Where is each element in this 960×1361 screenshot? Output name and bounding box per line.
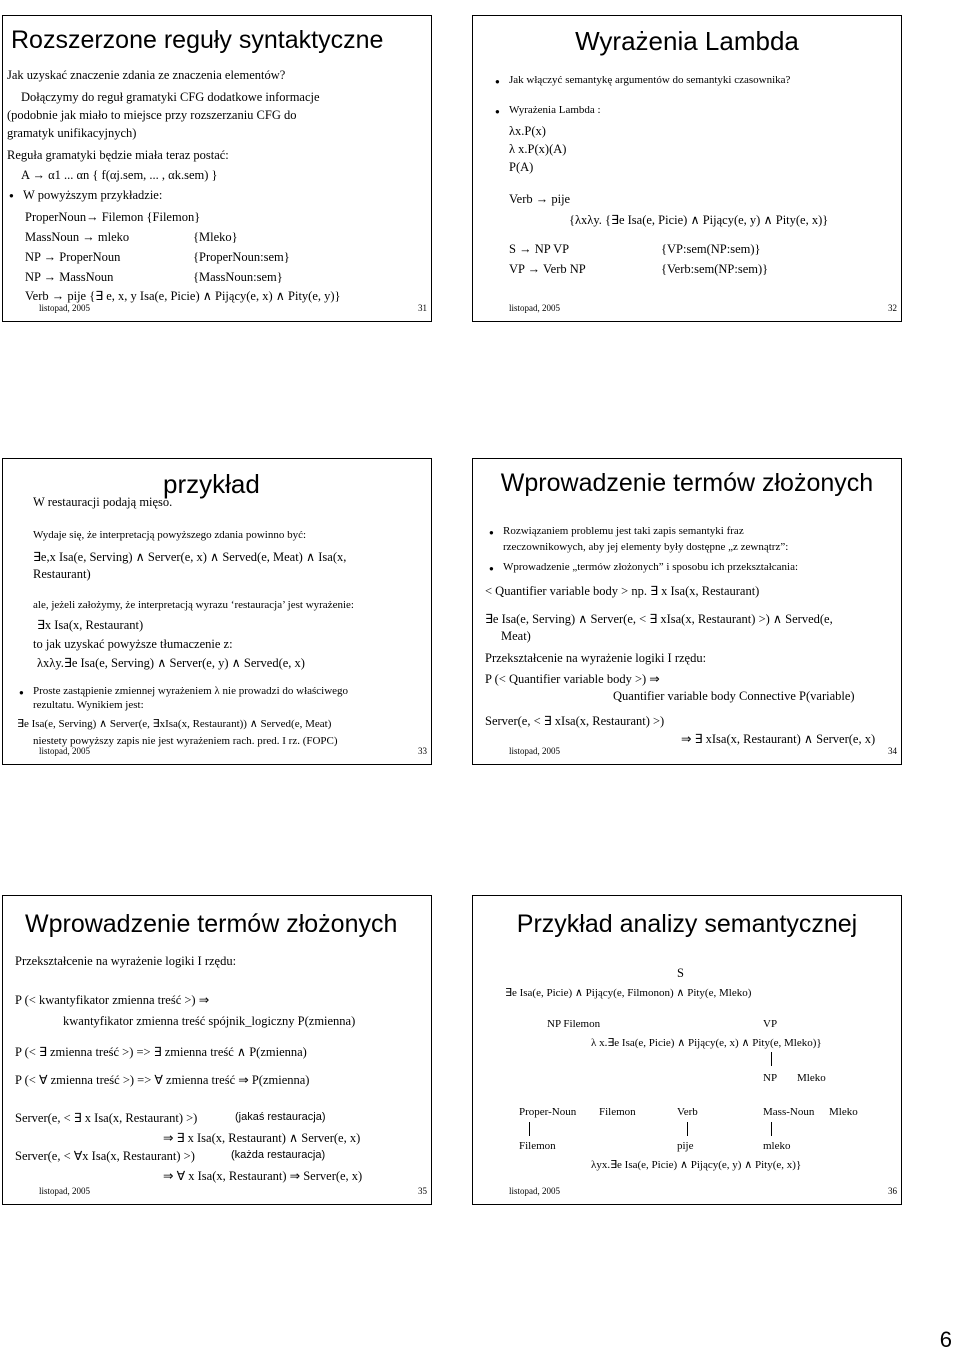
slide-text: λ x.P(x)(A): [509, 142, 567, 156]
slide-number: 32: [888, 303, 897, 313]
slide-bullet: ● Rozwiązaniem problemu jest taki zapis semantyki fraz: [503, 525, 744, 537]
slide-text: MassNoun → mleko: [25, 230, 130, 244]
slide-number: 34: [888, 746, 897, 756]
slide-text: P(A): [509, 160, 534, 174]
footer-date: listopad, 2005: [39, 1186, 90, 1196]
page-number: 6: [939, 1327, 952, 1352]
slide-text: Verb → pije {∃ e, x, y Isa(e, Picie) ∧ Pijący(e, x) ∧ Pity(e, y)}: [25, 289, 341, 303]
slide-text: gramatyk unifikacyjnych): [7, 126, 137, 140]
slide-text: {ProperNoun:sem}: [193, 250, 290, 264]
slide-text: ∃e Isa(e, Serving) ∧ Server(e, ∃xIsa(x, Restaurant)) ∧ Served(e, Meat): [17, 718, 332, 730]
tree-node-np: NP Filemon: [547, 1018, 601, 1030]
slide-text: Meat): [501, 629, 531, 643]
slide-text: (podobnie jak miało to miejsce przy rozszerzaniu CFG do: [7, 108, 297, 122]
slide-title: Wprowadzenie termów złożonych: [500, 469, 874, 497]
slide-text: Server(e, < ∃ xIsa(x, Restaurant) >): [485, 714, 665, 728]
slide-text: λxλy.∃e Isa(e, Serving) ∧ Server(e, y) ∧ Served(e, x): [37, 656, 305, 670]
slide-text: λx.P(x): [509, 124, 546, 138]
tree-sem: λyx.∃e Isa(e, Picie) ∧ Pijący(e, y) ∧ Pity(e, x)}: [591, 1159, 802, 1171]
slide-bullet: ● Wprowadzenie „termów złożonych” i sposobu ich przekształcania:: [503, 561, 798, 573]
footer-date: listopad, 2005: [509, 303, 560, 313]
slide-34: [472, 458, 902, 765]
tree-node-proper-noun: Proper-Noun: [519, 1106, 577, 1118]
slide-text: rezultatu. Wynikiem jest:: [33, 699, 144, 711]
slide-number: 35: [418, 1186, 427, 1196]
slide-title: Rozszerzone reguły syntaktyczne: [11, 26, 384, 54]
slide-36: [472, 895, 902, 1205]
slide-31: [2, 15, 432, 322]
slide-bullet: ● Wyrażenia Lambda :: [509, 104, 601, 116]
slide-text: S → NP VP: [509, 242, 570, 256]
slide-text: NP → MassNoun: [25, 270, 114, 284]
slide-number: 31: [418, 303, 427, 313]
slide-text: < Quantifier variable body > np. ∃ x Isa(x, Restaurant): [485, 584, 760, 598]
footer-date: listopad, 2005: [39, 303, 90, 313]
slide-text: (każda restauracja): [231, 1149, 326, 1161]
footer-date: listopad, 2005: [509, 746, 560, 756]
slide-text: W restauracji podają mięso.: [33, 495, 173, 509]
tree-sem: Mleko: [797, 1072, 826, 1084]
slide-text: Dołączymy do reguł gramatyki CFG dodatkowe informacje: [21, 90, 320, 104]
slide-text: to jak uzyskać powyższe tłumaczenie z:: [33, 637, 233, 651]
slide-text: ProperNoun→ Filemon {Filemon}: [25, 210, 201, 224]
slide-bullet: ● Proste zastąpienie zmiennej wyrażeniem λ nie prowadzi do właściwego: [33, 685, 348, 697]
tree-sem: Filemon: [599, 1106, 636, 1118]
slide-text: ⇒ ∃ x Isa(x, Restaurant) ∧ Server(e, x): [163, 1131, 361, 1145]
slide-text: Quantifier variable body Connective P(variable): [613, 689, 855, 703]
footer-date: listopad, 2005: [509, 1186, 560, 1196]
slide-text: P (< ∃ zmienna treść >) => ∃ zmienna treść ∧ P(zmienna): [15, 1045, 307, 1059]
slide-text: P (< Quantifier variable body >) ⇒: [485, 672, 660, 686]
slide-text: kwantyfikator zmienna treść spójnik_logiczny P(zmienna): [63, 1014, 356, 1028]
slide-text: {λxλy. {∃e Isa(e, Picie) ∧ Pijący(e, y) ∧ Pity(e, x)}: [569, 213, 829, 227]
tree-leaf: pije: [677, 1140, 694, 1152]
slide-text: Restaurant): [33, 567, 91, 581]
tree-edge: [687, 1122, 688, 1136]
slide-35: [2, 895, 432, 1205]
tree-edge: [771, 1052, 772, 1066]
slide-text: ∃x Isa(x, Restaurant): [37, 618, 144, 632]
slide-text: Przekształcenie na wyrażenie logiki I rzędu:: [485, 651, 707, 665]
slide-text: Verb → pije: [509, 192, 571, 206]
slide-text: rzeczownikowych, aby jej elementy były dostępne „z zewnątrz”:: [503, 541, 789, 553]
slide-text: Wydaje się, że interpretacją powyższego zdania powinno być:: [33, 529, 307, 541]
tree-node-s: S: [677, 966, 684, 980]
tree-edge: [771, 1122, 772, 1136]
slide-text: {Mleko}: [193, 230, 238, 244]
slide-text: Jak uzyskać znaczenie zdania ze znaczenia elementów?: [7, 68, 286, 82]
slide-text: {VP:sem(NP:sem)}: [661, 242, 761, 256]
tree-sem: Mleko: [829, 1106, 858, 1118]
slide-text: Reguła gramatyki będzie miała teraz postać:: [7, 148, 229, 162]
slide-text: {MassNoun:sem}: [193, 270, 283, 284]
slide-title: Wprowadzenie termów złożonych: [25, 910, 398, 938]
slide-text: ale, jeżeli założymy, że interpretacją wyrazu ‘restauracja’ jest wyrażenie:: [33, 599, 354, 611]
tree-node-mass-noun: Mass-Noun: [763, 1106, 815, 1118]
tree-leaf: Filemon: [519, 1140, 556, 1152]
slide-text: ⇒ ∀ x Isa(x, Restaurant) ⇒ Server(e, x): [163, 1169, 363, 1183]
slide-bullet: ● W powyższym przykładzie:: [23, 188, 162, 203]
slide-text: (jakaś restauracja): [235, 1111, 326, 1123]
tree-node-vp: VP: [763, 1018, 778, 1030]
slide-text: Przekształcenie na wyrażenie logiki I rzędu:: [15, 954, 237, 968]
tree-sem: λ x.∃e Isa(e, Picie) ∧ Pijący(e, x) ∧ Pity(e, Mleko)}: [591, 1037, 822, 1049]
slide-bullet: ● Jak włączyć semantykę argumentów do semantyki czasownika?: [509, 74, 790, 86]
slide-33: [2, 458, 432, 765]
slide-text: P (< kwantyfikator zmienna treść >) ⇒: [15, 993, 210, 1007]
slide-number: 36: [888, 1186, 897, 1196]
slide-text: Server(e, < ∃ x Isa(x, Restaurant) >): [15, 1111, 198, 1125]
slide-text: niestety powyższy zapis nie jest wyrażeniem rach. pred. I rz. (FOPC): [33, 735, 338, 747]
slide-text: A → α1 ... αn { f(αj.sem, ... , αk.sem) }: [21, 168, 218, 182]
tree-sem: ∃e Isa(e, Picie) ∧ Pijący(e, Filmonon) ∧ Pity(e, Mleko): [505, 987, 752, 999]
slide-text: VP → Verb NP: [509, 262, 586, 276]
tree-edge: [529, 1122, 530, 1136]
slide-32: [472, 15, 902, 322]
slide-text: NP → ProperNoun: [25, 250, 121, 264]
slide-title: Wyrażenia Lambda: [575, 26, 799, 56]
slide-number: 33: [418, 746, 427, 756]
slide-text: ∃e Isa(e, Serving) ∧ Server(e, < ∃ xIsa(x, Restaurant) >) ∧ Served(e,: [485, 612, 833, 626]
slide-text: P (< ∀ zmienna treść >) => ∀ zmienna treść ⇒ P(zmienna): [15, 1073, 310, 1087]
slide-text: ⇒ ∃ xIsa(x, Restaurant) ∧ Server(e, x): [681, 732, 876, 746]
tree-node-np: NP: [763, 1072, 778, 1084]
tree-node-verb: Verb: [677, 1106, 698, 1118]
slide-text: ∃e,x Isa(e, Serving) ∧ Server(e, x) ∧ Served(e, Meat) ∧ Isa(x,: [33, 550, 347, 564]
slide-text: {Verb:sem(NP:sem)}: [661, 262, 769, 276]
slide-title: przykład: [163, 469, 260, 499]
slide-title: Przykład analizy semantycznej: [516, 910, 858, 938]
slide-text: Server(e, < ∀x Isa(x, Restaurant) >): [15, 1149, 195, 1163]
tree-leaf: mleko: [763, 1140, 791, 1152]
footer-date: listopad, 2005: [39, 746, 90, 756]
